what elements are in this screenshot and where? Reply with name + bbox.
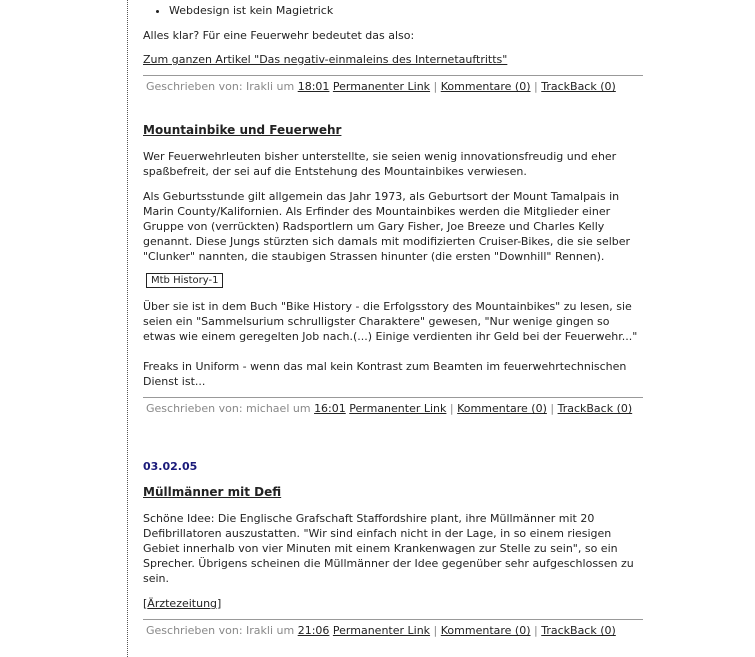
bracket-close: ] bbox=[217, 597, 222, 610]
post-paragraph: Schöne Idee: Die Englische Grafschaft Staffordshire plant, ihre Müllmänner mit 20 Defibrillatoren auszustatten. "Wir sind einfach nicht in der Lage, in so einem riesigen Gebiet innerhalb von vier Minuten mit einem Krankenwagen zur Stelle zu sein", so ein Sprecher. Übrigens scheinen die Müllmänner der Idee gegenüber sehr aufgeschlossen zu sein. bbox=[143, 512, 634, 585]
post-paragraph: Freaks in Uniform - wenn das mal kein Kontrast zum Beamten im feuerwehrtechnischen Dienst ist... bbox=[143, 360, 627, 388]
trackback-link[interactable]: TrackBack (0) bbox=[541, 80, 616, 93]
source-link[interactable]: Ärztezeitung bbox=[147, 597, 218, 610]
permalink-link[interactable]: Permanenter Link bbox=[332, 624, 431, 637]
post-meta bbox=[143, 619, 643, 638]
post-title-text[interactable]: Mountainbike und Feuerwehr bbox=[143, 123, 342, 137]
content-left-border bbox=[127, 0, 128, 657]
time-link[interactable]: 16:01 bbox=[314, 402, 346, 415]
post-paragraph: Über sie ist in dem Buch "Bike History - die Erfolgsstory des Mountainbikes" zu lesen, sie seien ein "Sammelsurium schrulligster Charaktere" gewesen, "Nur wenige gingen so etwas wie einem geregelten Job nach.(...) Einige verdienten ihr Geld bei der Feuerwehr..." bbox=[143, 300, 638, 343]
trackback-link[interactable]: TrackBack (0) bbox=[541, 624, 616, 637]
source-paragraph bbox=[143, 596, 643, 611]
post-title bbox=[143, 123, 643, 137]
separator: | bbox=[449, 402, 454, 415]
article-link-paragraph bbox=[143, 52, 643, 67]
bracket-open: [ bbox=[143, 597, 148, 610]
article-link[interactable]: Zum ganzen Artikel "Das negativ-einmaleins des Internetauftritts" bbox=[143, 53, 508, 66]
trackback-link[interactable]: TrackBack (0) bbox=[557, 402, 633, 415]
bullet-list bbox=[143, 3, 669, 18]
separator: | bbox=[550, 402, 555, 415]
author-prefix: Geschrieben von: Irakli um bbox=[146, 624, 295, 637]
separator: | bbox=[433, 624, 438, 637]
post-meta bbox=[143, 75, 643, 94]
time-link[interactable]: 21:06 bbox=[297, 624, 330, 637]
author-prefix: Geschrieben von: michael um bbox=[146, 402, 311, 415]
permalink-link[interactable]: Permanenter Link bbox=[332, 80, 431, 93]
post-meta bbox=[143, 397, 643, 416]
time-link[interactable]: 18:01 bbox=[297, 80, 330, 93]
post-paragraph: Wer Feuerwehrleuten bisher unterstellte, sie seien wenig innovationsfreudig und eher spaßbefreit, der sei auf die Entstehung des Mountainbikes verwiesen. bbox=[143, 150, 617, 178]
post-paragraph: Als Geburtsstunde gilt allgemein das Jahr 1973, als Geburtsort der Mount Tamalpais in Marin County/Kalifornien. Als Erfinder des Mountainbikes werden die Mitglieder einer Gruppe von (verrückten) Radsportlern um Gary Fisher, Joe Breeze und Charles Kelly genannt. Diese Jungs stürzten sich damals mit modifizierten Cruiser-Bikes, die sie selber "Clunker" nannten, die staubigen Strassen hinunter (die ersten "Downhill" Rennen). bbox=[143, 190, 631, 263]
separator: | bbox=[433, 80, 438, 93]
image-placeholder: Mtb History-1 bbox=[146, 273, 223, 288]
date-header: 03.02.05 bbox=[143, 460, 198, 473]
list-item: • Webdesign ist kein Magietrick bbox=[169, 3, 669, 18]
comments-link[interactable]: Kommentare (0) bbox=[440, 624, 531, 637]
comments-link[interactable]: Kommentare (0) bbox=[440, 80, 531, 93]
comments-link[interactable]: Kommentare (0) bbox=[457, 402, 547, 415]
separator: | bbox=[534, 624, 538, 637]
post-text: Alles klar? Für eine Feuerwehr bedeutet das also: bbox=[143, 29, 415, 42]
author-prefix: Geschrieben von: Irakli um bbox=[146, 80, 295, 93]
post-title-text[interactable]: Müllmänner mit Defi bbox=[143, 485, 282, 499]
permalink-link[interactable]: Permanenter Link bbox=[349, 402, 447, 415]
separator: | bbox=[534, 80, 538, 93]
post-title bbox=[143, 485, 643, 499]
